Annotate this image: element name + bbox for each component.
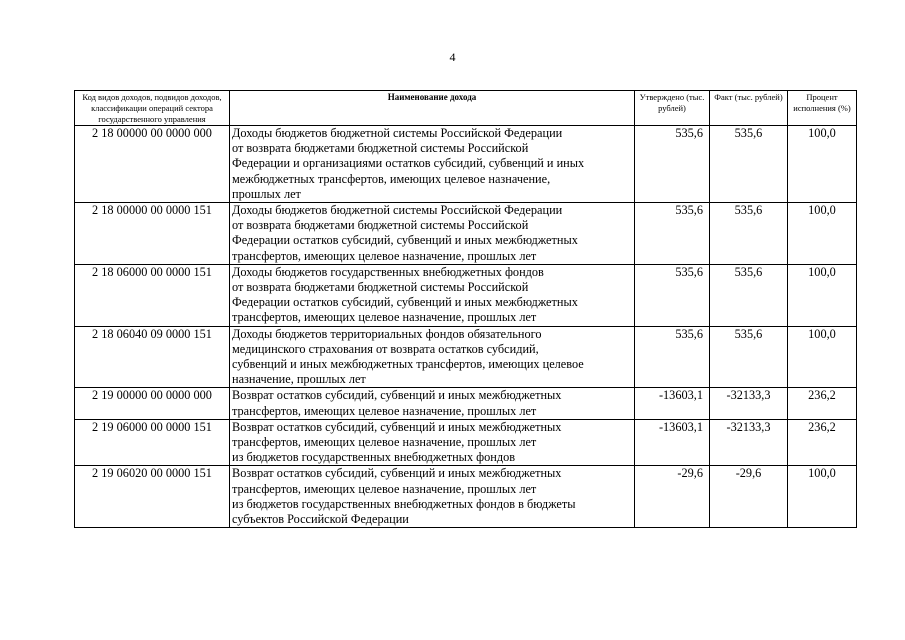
- page-number: 4: [449, 50, 456, 64]
- fact-value-cell: -32133,3: [710, 388, 788, 419]
- revenue-name-cell: [230, 466, 635, 528]
- revenue-name-line: Федерации остатков субсидий, субвенций и иных межбюджетных: [232, 295, 578, 310]
- fact-value-cell: 535,6: [710, 203, 788, 265]
- table-row: [75, 126, 857, 203]
- revenue-name-line: трансфертов, имеющих целевое назначение, прошлых лет: [232, 403, 537, 418]
- revenue-name-cell: [230, 388, 635, 419]
- percent-value-cell: 100,0: [788, 203, 857, 265]
- table-row: [75, 388, 857, 419]
- revenue-name-line: от возврата бюджетами бюджетной системы Российской: [232, 280, 529, 295]
- revenue-name-line: трансфертов, имеющих целевое назначение, прошлых лет: [232, 310, 537, 325]
- approved-value-cell: 535,6: [635, 264, 710, 326]
- revenue-name-line: Федерации и организациями остатков субсидий, субвенций и иных: [232, 156, 585, 171]
- revenue-name-line: трансфертов, имеющих целевое назначение, прошлых лет: [232, 481, 537, 496]
- fact-value-cell: 535,6: [710, 126, 788, 203]
- revenue-code-cell: 2 19 06000 00 0000 151: [75, 419, 230, 466]
- approved-value-cell: 535,6: [635, 126, 710, 203]
- fact-value-cell: 535,6: [710, 264, 788, 326]
- table-row: [75, 264, 857, 326]
- revenue-name-line: Возврат остатков субсидий, субвенций и иных межбюджетных: [232, 388, 562, 403]
- percent-value-cell: 100,0: [788, 326, 857, 388]
- revenue-name-line: прошлых лет: [232, 186, 301, 201]
- revenue-code-cell: 2 18 00000 00 0000 151: [75, 203, 230, 265]
- revenue-name-cell: [230, 326, 635, 388]
- percent-value-cell: 236,2: [788, 388, 857, 419]
- revenue-name-line: медицинского страхования от возврата остатков субсидий,: [232, 341, 539, 356]
- revenue-name-line: субвенций и иных межбюджетных трансфертов, имеющих целевое: [232, 357, 584, 372]
- table-row: [75, 466, 857, 528]
- header-name: Наименование дохода: [230, 91, 635, 126]
- table-header: [75, 91, 857, 126]
- revenue-name-line: от возврата бюджетами бюджетной системы Российской: [232, 141, 529, 156]
- approved-value-cell: -13603,1: [635, 419, 710, 466]
- revenue-name-line: Федерации остатков субсидий, субвенций и иных межбюджетных: [232, 233, 578, 248]
- revenue-code-cell: 2 18 00000 00 0000 000: [75, 126, 230, 203]
- fact-value-cell: -32133,3: [710, 419, 788, 466]
- header-row: [75, 91, 857, 126]
- budget-revenue-table: [74, 90, 857, 528]
- table-row: [75, 203, 857, 265]
- revenue-name-line: от возврата бюджетами бюджетной системы Российской: [232, 218, 529, 233]
- header-percent: Процент исполнения (%): [788, 91, 857, 126]
- header-code: Код видов доходов, подвидов доходов, классификации операций сектора государственного управления: [75, 91, 230, 126]
- revenue-name-line: Возврат остатков субсидий, субвенций и иных межбюджетных: [232, 419, 562, 434]
- revenue-code-cell: 2 19 06020 00 0000 151: [75, 466, 230, 528]
- percent-value-cell: 100,0: [788, 264, 857, 326]
- revenue-code-cell: 2 18 06000 00 0000 151: [75, 264, 230, 326]
- revenue-name-line: межбюджетных трансфертов, имеющих целевое назначение,: [232, 171, 551, 186]
- approved-value-cell: -29,6: [635, 466, 710, 528]
- header-fact: Факт (тыс. рублей): [710, 91, 788, 126]
- approved-value-cell: -13603,1: [635, 388, 710, 419]
- table-row: [75, 326, 857, 388]
- revenue-name-line: Доходы бюджетов бюджетной системы Российской Федерации: [232, 126, 563, 140]
- table-body: [75, 126, 857, 528]
- revenue-name-line: Доходы бюджетов территориальных фондов обязательного: [232, 326, 542, 341]
- revenue-name-cell: [230, 419, 635, 466]
- revenue-name-cell: [230, 126, 635, 203]
- revenue-name-line: Доходы бюджетов бюджетной системы Российской Федерации: [232, 203, 563, 218]
- revenue-name-line: трансфертов, имеющих целевое назначение, прошлых лет: [232, 435, 537, 450]
- revenue-name-line: назначение, прошлых лет: [232, 372, 366, 387]
- approved-value-cell: 535,6: [635, 203, 710, 265]
- revenue-name-line: субъектов Российской Федерации: [232, 512, 409, 527]
- fact-value-cell: -29,6: [710, 466, 788, 528]
- table-row: [75, 419, 857, 466]
- revenue-name-line: из бюджетов государственных внебюджетных фондов: [232, 450, 516, 465]
- revenue-code-cell: 2 19 00000 00 0000 000: [75, 388, 230, 419]
- percent-value-cell: 236,2: [788, 419, 857, 466]
- revenue-name-line: Доходы бюджетов государственных внебюджетных фондов: [232, 264, 544, 279]
- revenue-name-cell: [230, 203, 635, 265]
- header-approved: Утверждено (тыс. рублей): [635, 91, 710, 126]
- revenue-name-cell: [230, 264, 635, 326]
- revenue-code-cell: 2 18 06040 09 0000 151: [75, 326, 230, 388]
- revenue-name-line: трансфертов, имеющих целевое назначение, прошлых лет: [232, 248, 537, 263]
- approved-value-cell: 535,6: [635, 326, 710, 388]
- revenue-name-line: из бюджетов государственных внебюджетных фондов в бюджеты: [232, 496, 576, 511]
- fact-value-cell: 535,6: [710, 326, 788, 388]
- revenue-name-line: Возврат остатков субсидий, субвенций и иных межбюджетных: [232, 466, 562, 481]
- percent-value-cell: 100,0: [788, 466, 857, 528]
- percent-value-cell: 100,0: [788, 126, 857, 203]
